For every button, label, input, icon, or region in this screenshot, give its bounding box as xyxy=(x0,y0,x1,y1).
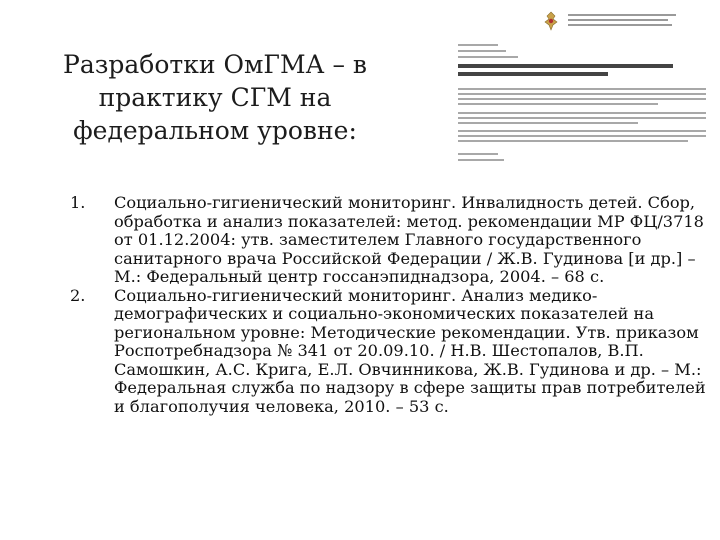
doc-line xyxy=(458,112,706,114)
list-item-number: 1. xyxy=(70,193,86,212)
slide-title: Разработки ОмГМА – в практику СГМ на федеральном уровне: xyxy=(63,50,367,145)
doc-line xyxy=(458,98,706,100)
publication-list xyxy=(70,194,710,416)
doc-line xyxy=(458,140,688,142)
doc-line xyxy=(458,88,706,90)
list-item xyxy=(70,287,710,417)
doc-line xyxy=(458,117,706,119)
doc-line xyxy=(458,122,638,124)
emblem-icon xyxy=(540,10,562,32)
doc-line xyxy=(458,93,706,95)
doc-line xyxy=(458,153,498,155)
doc-heading-line xyxy=(458,72,608,76)
doc-line xyxy=(458,103,658,105)
list-item-text: Социально-гигиенический мониторинг. Анализ медико-демографических и социально-экономических показателей на региональном уровне: Методические рекомендации. Утв. приказом Роспотребнадзора № 341 от 20.09.10. / Н.В. Шестопалов, В.П. Самошкин, А.С. Крига, Е.Л. Овчинникова, Ж.В. Гудинова и др. – М.: Федеральная служба по надзору в сфере защиты прав потребителей и благополучия человека, 2010. – 53 с. xyxy=(114,285,706,416)
doc-line xyxy=(458,50,506,52)
list-item-text: Социально-гигиенический мониторинг. Инвалидность детей. Сбор, обработка и анализ показателей: метод. рекомендации МР ФЦ/3718 от 01.12.2004: утв. заместителем Главного государственного санитарного врача Российской Федерации / Ж.В. Гудинова [и др.] – М.: Федеральный центр госсанэпиднадзора, 2004. – 68 с. xyxy=(114,193,704,286)
doc-line xyxy=(458,135,706,137)
list-item xyxy=(70,194,710,287)
list-item-number: 2. xyxy=(70,285,86,305)
document-preview-image xyxy=(440,8,712,168)
doc-line xyxy=(458,44,498,46)
doc-line xyxy=(458,130,706,132)
document-header xyxy=(568,14,678,29)
doc-line xyxy=(458,56,518,58)
doc-line xyxy=(458,159,504,161)
doc-heading-line xyxy=(458,64,673,68)
